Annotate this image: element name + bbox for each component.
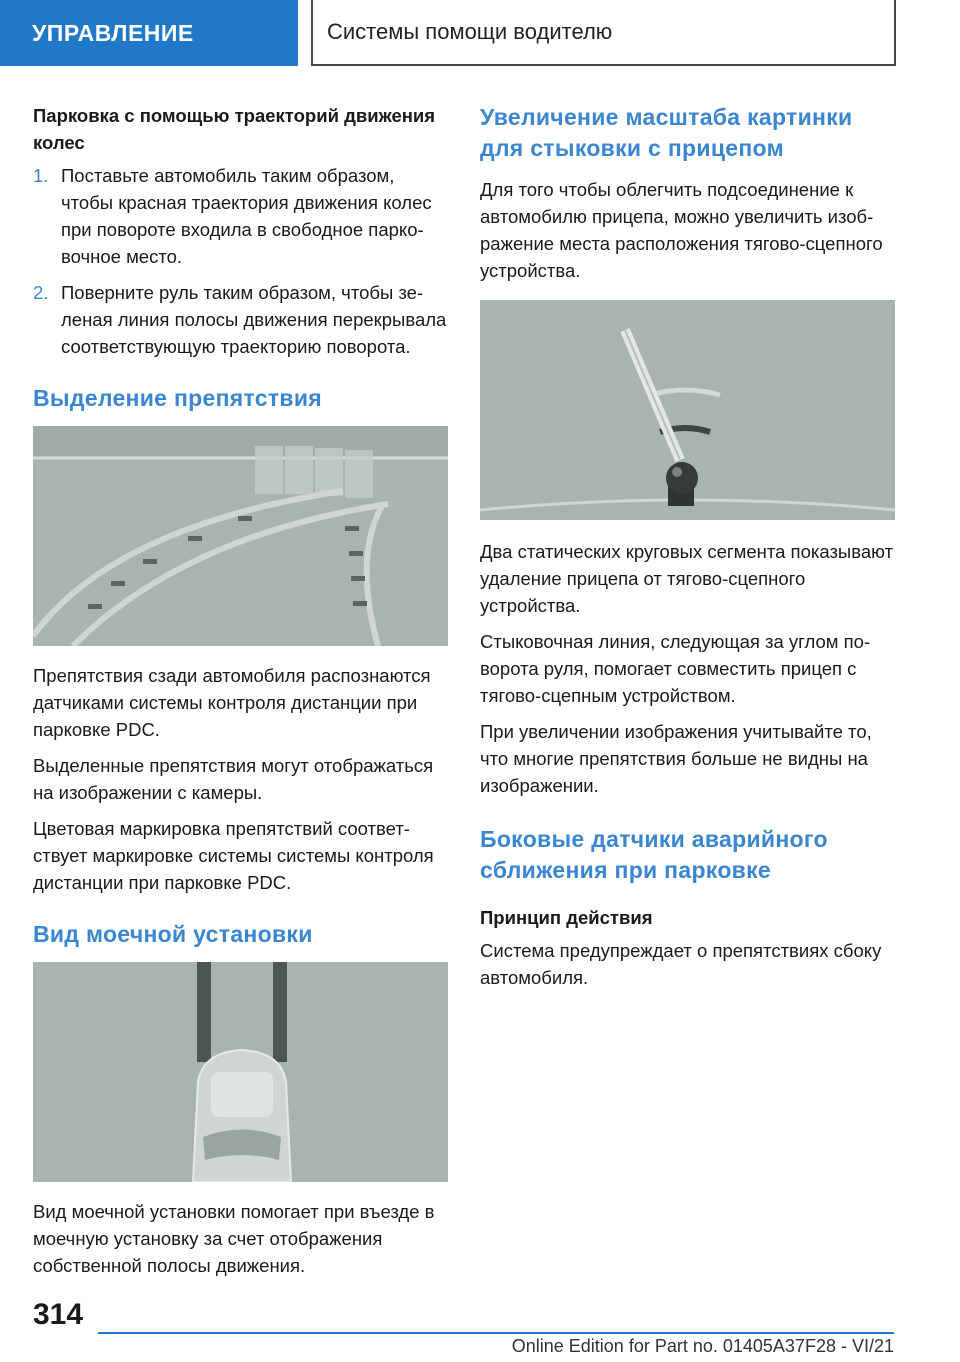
carwash-heading: Вид моечной установки <box>33 921 313 947</box>
carwash-paragraph: Вид моечной установки помогает при въезде в моечную установку за счет отображения собственной полосы движения. <box>33 1201 435 1276</box>
trailer-zoom-intro: Для того чтобы облегчить подсоединение к автомобилю прицепа, можно увеличить изображение места расположения тягово-сцепного устройства. <box>480 179 883 281</box>
page-number: 314 <box>33 1298 84 1331</box>
header-section-tab: УПРАВЛЕНИЕ <box>0 0 298 66</box>
parking-trajectory-subheading: Парковка с помощью траекторий движения колес <box>33 105 436 153</box>
principle-subheading: Принцип действия <box>480 907 653 928</box>
step-2 <box>33 279 449 360</box>
obstacles-paragraph: Выделенные препятствия могут отображаться на изображении с камеры. <box>33 755 434 803</box>
trailer-zoom-paragraph: При увеличении изображения учитывайте то, что многие препятствия больше не видны на изображении. <box>480 721 872 796</box>
step-number: 1. <box>33 165 49 186</box>
footer-divider <box>98 1332 894 1334</box>
step-text: Поверните руль таким образом, чтобы зеленая линия полосы движения перекрывала соответствующую траекторию поворота. <box>61 282 447 357</box>
obstacles-paragraph: Препятствия сзади автомобиля распознаются датчиками системы контроля дистанции при парковке PDC. <box>33 665 431 740</box>
right-column <box>480 102 896 1000</box>
trailer-zoom-paragraph: Два статических круговых сегмента показывают удаление прицепа от тягово-сцепного устройства. <box>480 541 894 616</box>
obstacle-highlight-image <box>33 426 448 646</box>
side-sensors-heading: Боковые датчики аварийного сближения при парковке <box>480 826 828 883</box>
trailer-hitch-zoom-image <box>480 300 895 520</box>
carwash-view-image <box>33 962 448 1182</box>
footer-edition: Online Edition for Part no. 01405A37F28 - VI/21 <box>511 1336 894 1356</box>
step-number: 2. <box>33 282 49 303</box>
step-1 <box>33 162 449 270</box>
header-chapter-title: Системы помощи водителю <box>311 0 896 66</box>
step-text: Поставьте автомобиль таким образом, чтобы красная траектория движения колес при повороте входила в свободное парковочное место. <box>61 165 432 267</box>
obstacles-heading: Выделение препятствия <box>33 385 323 411</box>
left-column <box>33 102 449 1288</box>
obstacles-paragraph: Цветовая маркировка препятствий соответствует маркировке системы системы контроля дистанции при парковке PDC. <box>33 818 434 893</box>
side-sensors-paragraph: Система предупреждает о препятствиях сбоку автомобиля. <box>480 940 882 988</box>
trailer-zoom-heading: Увеличение масштаба картинки для стыковки с прицепом <box>480 104 853 161</box>
trailer-zoom-paragraph: Стыковочная линия, следующая за углом поворота руля, помогает совместить прицеп с тягово-сцепным устройством. <box>480 631 871 706</box>
